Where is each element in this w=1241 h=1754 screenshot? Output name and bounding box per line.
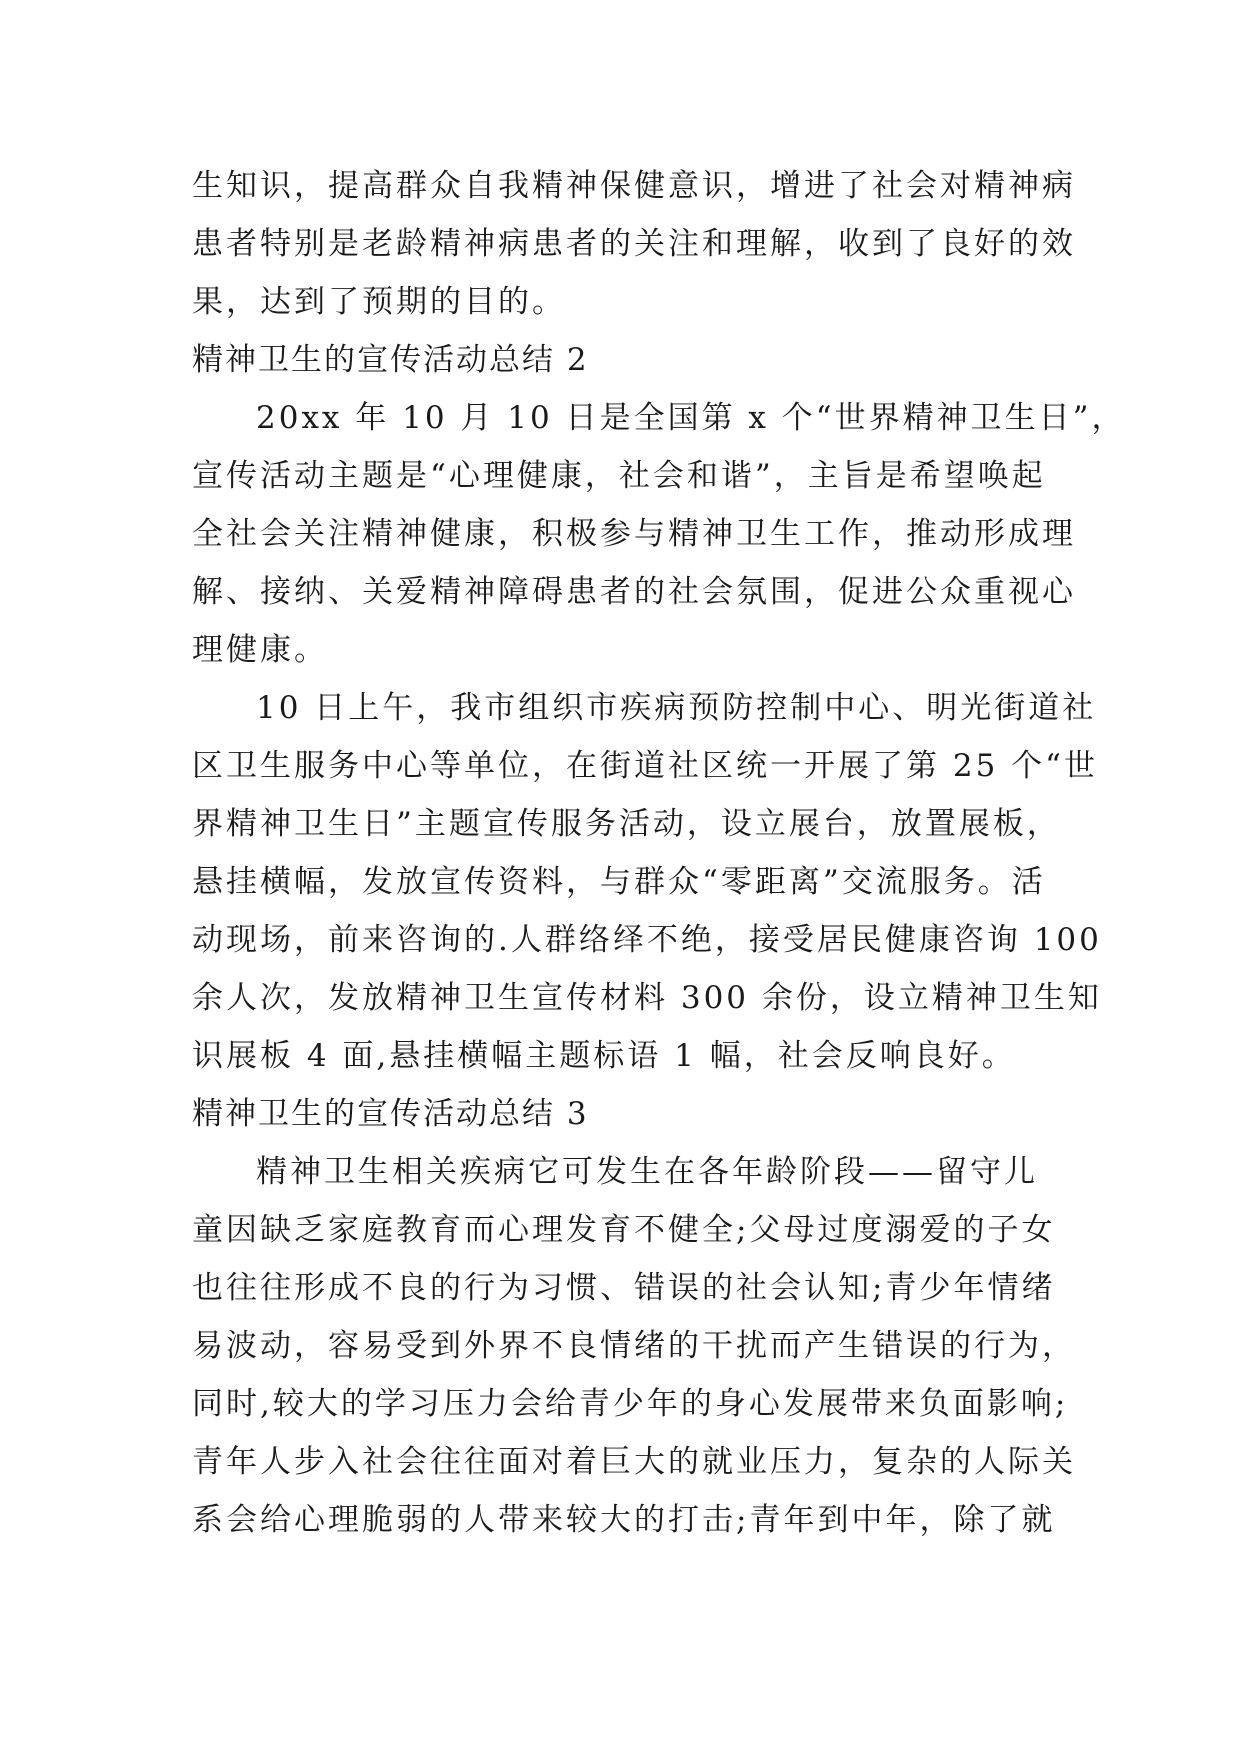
body-text-line: 宣传活动主题是“心理健康，社会和谐”，主旨是希望唤起	[192, 458, 1046, 494]
body-text-line: 童因缺乏家庭教育而心理发育不健全;父母过度溺爱的子女	[192, 1212, 1056, 1248]
body-text-line: 余人次，发放精神卫生宣传材料 300 余份，设立精神卫生知	[192, 980, 1102, 1016]
body-text-line: 也往往形成不良的行为习惯、错误的社会认知;青少年情绪	[192, 1270, 1056, 1306]
body-text-line: 动现场，前来咨询的.人群络绎不绝，接受居民健康咨询 100	[192, 922, 1102, 958]
body-text-line: 识展板 4 面,悬挂横幅主题标语 1 幅，社会反响良好。	[192, 1038, 1016, 1074]
body-text-line: 理健康。	[192, 632, 328, 668]
paragraph-first-line: 20xx 年 10 月 10 日是全国第 x 个“世界精神卫生日”，	[256, 400, 1126, 436]
body-text-line: 易波动，容易受到外界不良情绪的干扰而产生错误的行为，	[192, 1328, 1076, 1364]
body-text-line: 果，达到了预期的目的。	[192, 284, 566, 320]
body-text-line: 解、接纳、关爱精神障碍患者的社会氛围，促进公众重视心	[192, 574, 1076, 610]
paragraph-first-line: 10 日上午，我市组织市疾病预防控制中心、明光街道社	[256, 690, 1097, 726]
section-heading: 精神卫生的宣传活动总结 3	[192, 1096, 589, 1132]
body-text-line: 生知识，提高群众自我精神保健意识，增进了社会对精神病	[192, 168, 1076, 204]
body-text-line: 青年人步入社会往往面对着巨大的就业压力，复杂的人际关	[192, 1444, 1076, 1480]
section-heading: 精神卫生的宣传活动总结 2	[192, 342, 589, 378]
body-text-line: 同时,较大的学习压力会给青少年的身心发展带来负面影响;	[192, 1386, 1069, 1422]
paragraph-first-line: 精神卫生相关疾病它可发生在各年龄阶段——留守儿	[256, 1154, 1038, 1190]
body-text-line: 区卫生服务中心等单位，在街道社区统一开展了第 25 个“世	[192, 748, 1098, 784]
body-text-line: 全社会关注精神健康，积极参与精神卫生工作，推动形成理	[192, 516, 1076, 552]
body-text-line: 界精神卫生日”主题宣传服务活动，设立展台，放置展板，	[192, 806, 1061, 842]
body-text-line: 系会给心理脆弱的人带来较大的打击;青年到中年，除了就	[192, 1502, 1056, 1538]
body-text-line: 患者特别是老龄精神病患者的关注和理解，收到了良好的效	[192, 226, 1076, 262]
body-text-line: 悬挂横幅，发放宣传资料，与群众“零距离”交流服务。活	[192, 864, 1046, 900]
